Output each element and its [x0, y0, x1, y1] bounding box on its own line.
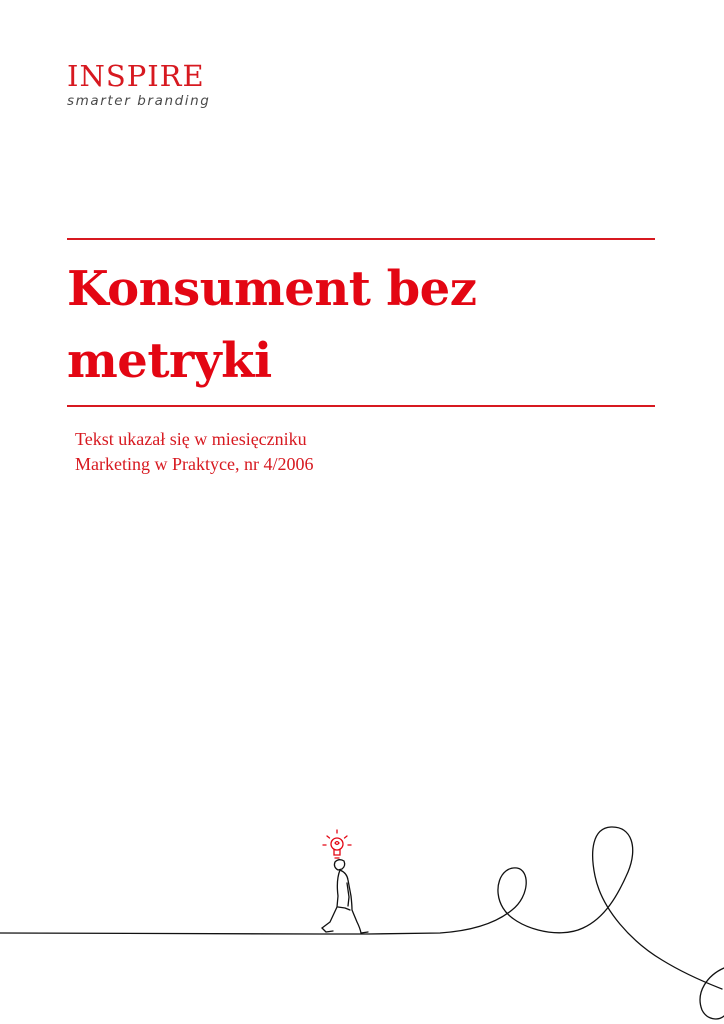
title-line-2: metryki: [67, 333, 272, 389]
top-divider: [67, 238, 655, 240]
walking-man-illustration: [0, 810, 724, 1024]
bottom-divider: [67, 405, 655, 407]
logo-wordmark: INSPIRE: [67, 59, 205, 93]
ground-loop-line: [0, 827, 722, 989]
ground-loop-tail: [700, 968, 724, 1019]
publication-note-line-2: Marketing w Praktyce, nr 4/2006: [75, 454, 314, 474]
title-line-1: Konsument bez: [67, 261, 477, 317]
walking-person-icon: [322, 860, 368, 933]
logo-tagline: smarter branding: [67, 93, 211, 109]
lightbulb-icon: [323, 830, 351, 858]
publication-note-line-1: Tekst ukazał się w miesięczniku: [75, 429, 307, 449]
document-title: [67, 253, 657, 397]
publication-note: [75, 427, 635, 477]
inspire-logo: [67, 60, 210, 110]
